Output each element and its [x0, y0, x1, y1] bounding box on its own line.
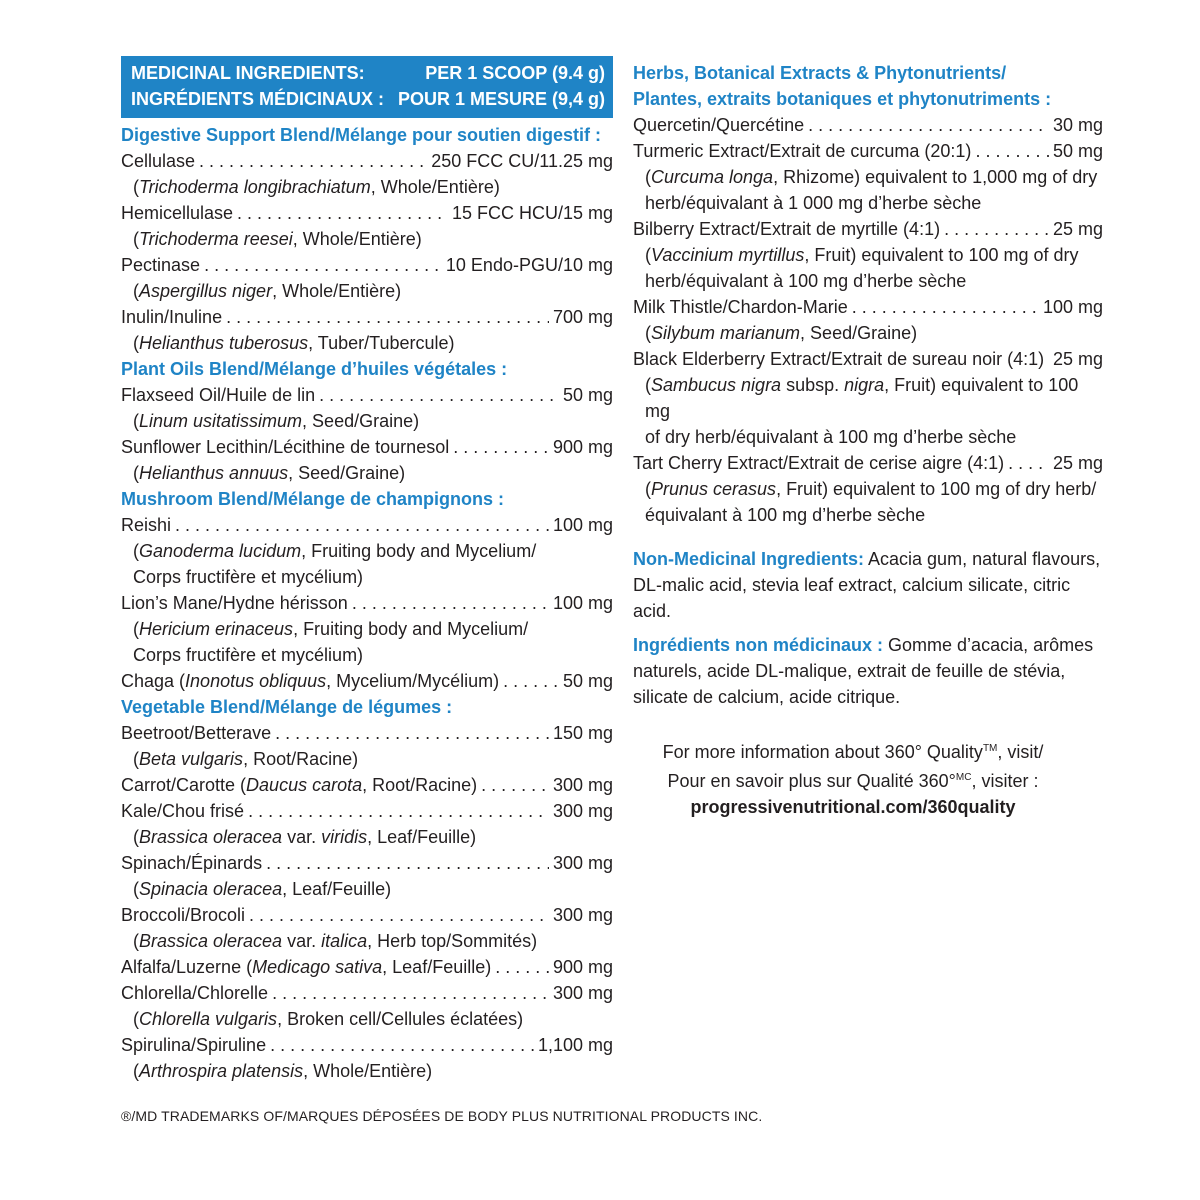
ingredient-name: Alfalfa/Luzerne (Medicago sativa, Leaf/Feuille)	[121, 957, 492, 977]
ingredient-row	[121, 148, 613, 174]
ingredient-amount: 15 FCC HCU/15 mg	[451, 203, 613, 223]
ingredient-source-cont: of dry herb/équivalant à 100 mg d’herbe sèche	[645, 427, 1017, 447]
ingredient-row	[121, 668, 613, 694]
ingredient-amount: 900 mg	[552, 437, 613, 457]
ingredient-source: (Helianthus annuus, Seed/Graine)	[133, 463, 406, 483]
plant-oils-blend-heading: Plant Oils Blend/Mélange d’huiles végétales :	[121, 359, 508, 379]
ingredient-name: Hemicellulase	[121, 203, 234, 223]
ingredient-amount: 25 mg	[1052, 453, 1103, 473]
ingredient-row	[121, 1032, 613, 1058]
ingredient-amount: 100 mg	[552, 515, 613, 535]
right-column	[633, 56, 1103, 820]
ingredient-row	[633, 294, 1103, 320]
ingredient-row	[633, 112, 1103, 138]
ingredient-amount: 25 mg	[1052, 349, 1103, 369]
ingredient-amount: 50 mg	[562, 385, 613, 405]
ingredient-row	[121, 590, 613, 616]
ingredient-amount: 25 mg	[1052, 219, 1103, 239]
ingredient-amount: 300 mg	[552, 853, 613, 873]
ingredient-name: Bilberry Extract/Extrait de myrtille (4:1)	[633, 219, 941, 239]
ingredient-amount: 30 mg	[1052, 115, 1103, 135]
non-medicinal-ingredients-fr: Ingrédients non médicinaux : Gomme d’acacia, arômes naturels, acide DL-malique, extrait de feuille de stévia, silicate de calcium, acide citrique.	[633, 635, 1094, 707]
herbs-heading-fr: Plantes, extraits botaniques et phytonutriments :	[633, 89, 1052, 109]
ingredient-row	[121, 954, 613, 980]
ingredient-row	[121, 512, 613, 538]
ingredient-amount: 50 mg	[562, 671, 613, 691]
ingredient-source: (Linum usitatissimum, Seed/Graine)	[133, 411, 420, 431]
ingredient-source: (Curcuma longa, Rhizome) equivalent to 1,000 mg of dry	[645, 167, 1098, 187]
ingredient-name: Flaxseed Oil/Huile de lin	[121, 385, 316, 405]
ingredient-name: Chlorella/Chlorelle	[121, 983, 269, 1003]
ingredient-name: Reishi	[121, 515, 172, 535]
ingredient-name: Spirulina/Spiruline	[121, 1035, 267, 1055]
ingredient-amount: 150 mg	[552, 723, 613, 743]
trademark-footer: ®/MD TRADEMARKS OF/MARQUES DÉPOSÉES DE BODY PLUS NUTRITIONAL PRODUCTS INC.	[121, 1108, 763, 1124]
ingredient-amount: 300 mg	[552, 983, 613, 1003]
ingredient-source-cont: herb/équivalant à 1 000 mg d’herbe sèche	[645, 193, 982, 213]
vegetable-blend-heading: Vegetable Blend/Mélange de légumes :	[121, 697, 453, 717]
ingredient-source: (Vaccinium myrtillus, Fruit) equivalent to 100 mg of dry	[645, 245, 1079, 265]
ingredient-source: (Aspergillus niger, Whole/Entière)	[133, 281, 402, 301]
header-per-scoop-fr: POUR 1 MESURE (9,4 g)	[397, 89, 605, 109]
ingredient-row	[121, 850, 613, 876]
ingredient-row	[121, 252, 613, 278]
ingredient-source: (Sambucus nigra subsp. nigra, Fruit) equivalent to 100 mg	[645, 375, 1079, 421]
ingredient-source: (Beta vulgaris, Root/Racine)	[133, 749, 359, 769]
ingredient-name: Sunflower Lecithin/Lécithine de tournesol	[121, 437, 450, 457]
ingredient-row	[633, 216, 1103, 242]
ingredient-amount: 900 mg	[552, 957, 613, 977]
ingredient-amount: 250 FCC CU/11.25 mg	[431, 151, 613, 171]
ingredient-source: (Helianthus tuberosus, Tuber/Tubercule)	[133, 333, 455, 353]
ingredient-source: (Silybum marianum, Seed/Graine)	[645, 323, 918, 343]
ingredient-row	[121, 980, 613, 1006]
ingredient-row	[633, 138, 1103, 164]
mushroom-blend-heading: Mushroom Blend/Mélange de champignons :	[121, 489, 505, 509]
ingredient-row	[121, 382, 613, 408]
ingredient-source: (Spinacia oleracea, Leaf/Feuille)	[133, 879, 392, 899]
ingredient-row	[121, 434, 613, 460]
quality-url-link[interactable]: progressivenutritional.com/360quality	[690, 797, 1016, 817]
ingredient-source: (Prunus cerasus, Fruit) equivalent to 100 mg of dry herb/	[645, 479, 1097, 499]
ingredient-source-cont: herb/équivalant à 100 mg d’herbe sèche	[645, 271, 967, 291]
header-medicinal-en: MEDICINAL INGREDIENTS:	[131, 63, 365, 83]
ingredient-name: Milk Thistle/Chardon-Marie	[633, 297, 848, 317]
non-medicinal-ingredients-en: Non-Medicinal Ingredients: Acacia gum, natural flavours, DL-malic acid, stevia leaf extract, calcium silicate, citric acid.	[633, 549, 1101, 621]
ingredient-amount: 50 mg	[1052, 141, 1103, 161]
ingredient-row	[121, 902, 613, 928]
ingredient-name: Carrot/Carotte (Daucus carota, Root/Racine)	[121, 775, 478, 795]
ingredient-row	[121, 772, 613, 798]
ingredient-row	[633, 346, 1103, 372]
ingredient-amount: 10 Endo-PGU/10 mg	[445, 255, 613, 275]
herbs-heading-en: Herbs, Botanical Extracts & Phytonutrients/	[633, 63, 1007, 83]
ingredient-source: (Arthrospira platensis, Whole/Entière)	[133, 1061, 433, 1081]
ingredient-name: Kale/Chou frisé	[121, 801, 245, 821]
ingredient-name: Black Elderberry Extract/Extrait de sureau noir (4:1)	[633, 349, 1045, 369]
ingredient-source: (Ganoderma lucidum, Fruiting body and Mycelium/	[133, 541, 537, 561]
ingredient-name: Turmeric Extract/Extrait de curcuma (20:1)	[633, 141, 972, 161]
ingredient-name: Cellulase	[121, 151, 196, 171]
ingredient-source: (Trichoderma reesei, Whole/Entière)	[133, 229, 422, 249]
non-medicinal-label-en: Non-Medicinal Ingredients:	[633, 549, 865, 569]
medicinal-ingredients-header	[121, 56, 613, 118]
ingredient-source-cont: équivalant à 100 mg d’herbe sèche	[645, 505, 926, 525]
ingredient-source-cont: Corps fructifère et mycélium)	[133, 645, 364, 665]
ingredient-name: Broccoli/Brocoli	[121, 905, 246, 925]
ingredient-name: Pectinase	[121, 255, 201, 275]
ingredient-name: Chaga (Inonotus obliquus, Mycelium/Mycélium)	[121, 671, 500, 691]
ingredient-row	[121, 798, 613, 824]
ingredient-source: (Hericium erinaceus, Fruiting body and Mycelium/	[133, 619, 529, 639]
ingredient-amount: 700 mg	[552, 307, 613, 327]
ingredient-source: (Brassica oleracea var. viridis, Leaf/Feuille)	[133, 827, 477, 847]
ingredient-row	[121, 200, 613, 226]
digestive-blend-heading: Digestive Support Blend/Mélange pour soutien digestif :	[121, 125, 602, 145]
ingredient-amount: 300 mg	[552, 775, 613, 795]
ingredient-name: Lion’s Mane/Hydne hérisson	[121, 593, 348, 613]
ingredient-name: Tart Cherry Extract/Extrait de cerise aigre (4:1)	[633, 453, 1005, 473]
ingredient-source-cont: Corps fructifère et mycélium)	[133, 567, 364, 587]
ingredient-amount: 300 mg	[552, 905, 613, 925]
non-medicinal-label-fr: Ingrédients non médicinaux :	[633, 635, 884, 655]
ingredient-row	[121, 720, 613, 746]
ingredient-name: Spinach/Épinards	[121, 853, 263, 873]
ingredient-source: (Chlorella vulgaris, Broken cell/Cellules éclatées)	[133, 1009, 524, 1029]
ingredient-name: Beetroot/Betterave	[121, 723, 272, 743]
ingredient-row	[633, 450, 1103, 476]
ingredient-amount: 1,100 mg	[537, 1035, 613, 1055]
header-per-scoop-en: PER 1 SCOOP (9.4 g)	[425, 63, 605, 83]
header-medicinal-fr: INGRÉDIENTS MÉDICINAUX :	[131, 89, 385, 109]
ingredient-source: (Trichoderma longibrachiatum, Whole/Entière)	[133, 177, 500, 197]
ingredient-row	[121, 304, 613, 330]
ingredient-amount: 300 mg	[552, 801, 613, 821]
left-column	[121, 56, 613, 1084]
ingredient-name: Inulin/Inuline	[121, 307, 223, 327]
ingredient-amount: 100 mg	[552, 593, 613, 613]
ingredient-name: Quercetin/Quercétine	[633, 115, 805, 135]
ingredient-source: (Brassica oleracea var. italica, Herb top/Sommités)	[133, 931, 538, 951]
ingredient-amount: 100 mg	[1042, 297, 1103, 317]
quality-info: For more information about 360° Quality™, visit/ Pour en savoir plus sur Qualité 360°$^{MC}$, visiter : progressivenutritional.com/360quality	[633, 736, 1103, 820]
